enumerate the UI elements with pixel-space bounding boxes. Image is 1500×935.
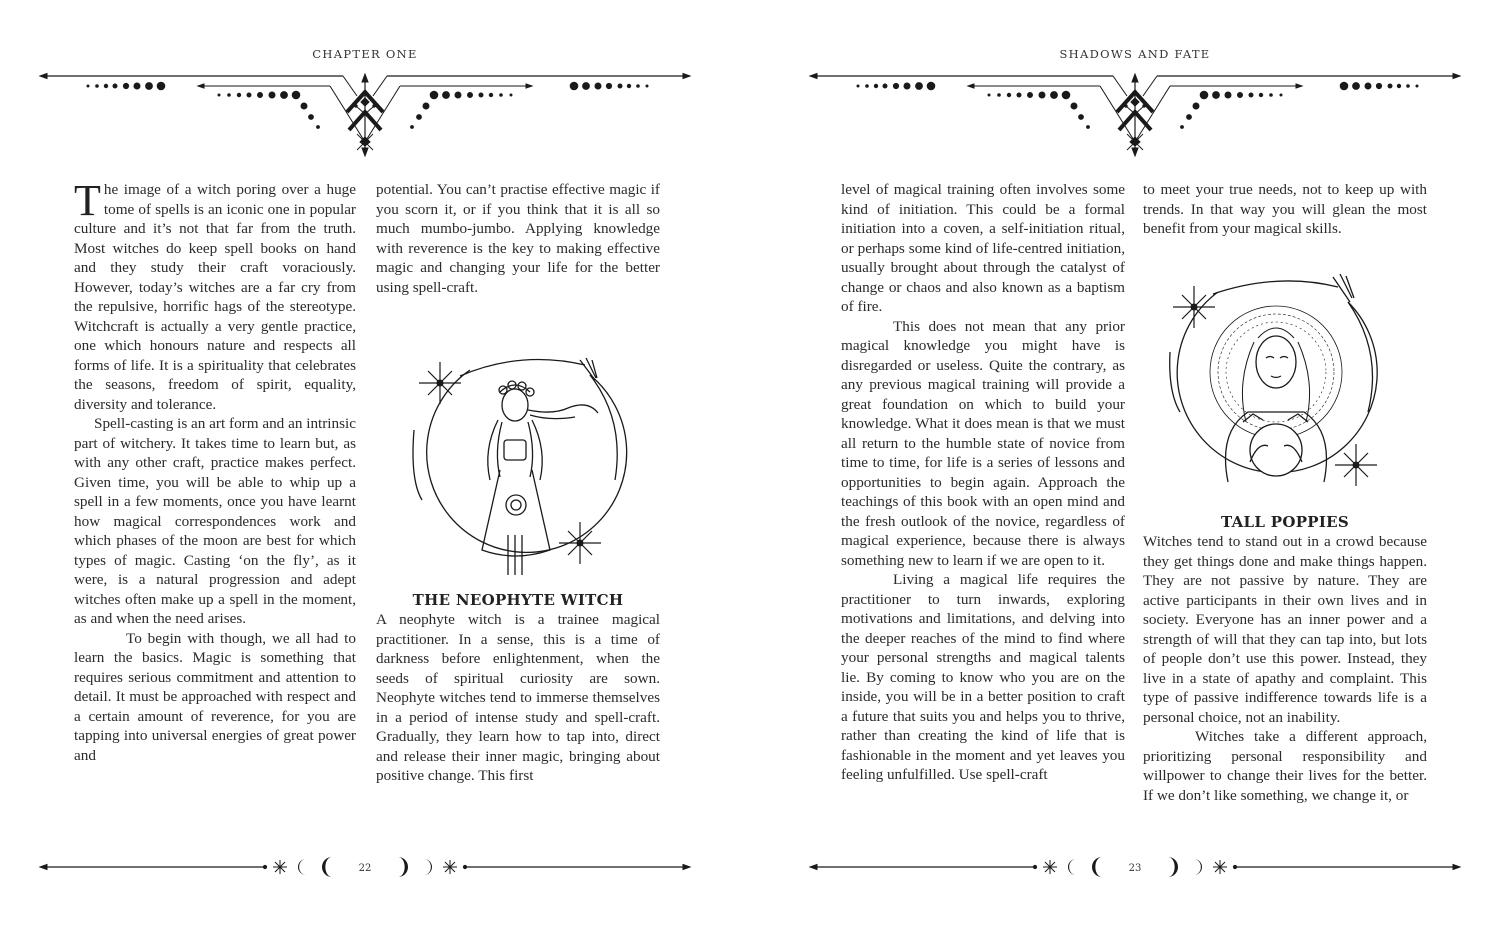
footer-ornament-icon bbox=[770, 853, 1500, 883]
running-head: SHADOWS AND FATE bbox=[1059, 47, 1211, 61]
body-paragraph: Witches tend to stand out in a crowd because they get things done and make things happen. They are not passive by nature. They are active participants in their own lives and in society. Everyone has an inner power and a strength of will that they can tap into, but lots of people don’t use this power. Instead, they live in a state of apathy and complaint. This type of passive indifference towards life is a personal choice, not an inability. bbox=[1143, 533, 1427, 726]
crystal-ball-witch-illustration bbox=[1158, 262, 1398, 502]
running-head: CHAPTER ONE bbox=[312, 47, 418, 61]
body-paragraph: To begin with though, we all had to learn the basics. Magic is something that requires serious commitment and attention to detail. It must be approached with respect and a certain amount of reverence, for you are tapping into universal energies of great power and bbox=[74, 629, 356, 764]
page-number: 23 bbox=[1128, 863, 1142, 874]
body-paragraph: This does not mean that any prior magical knowledge you might have is disregarded or useless. Quite the contrary, as any previous magical training will provide a great foundation on which to build your knowledge. What it does mean is that we must all return to the humble state of novice from time to time, for life is a series of lessons and opportunities to begin again. Approach the teachings of this book with an open mind and the fresh outlook of the novice, regardless of magical experience, because there is always something new to learn if we are open to it. bbox=[841, 317, 1125, 569]
right-page bbox=[770, 0, 1500, 935]
body-paragraph: The image of a witch poring over a huge tome of spells is an iconic one in popular culture and it’s not that far from the truth. Most witches do keep spell books on hand and they study their craft voraciously. However, today’s witches are a far cry from the repulsive, horrific hags of the stereotype. Witchcraft is actually a very gentle practice, one which honours nature and respects all forms of life. It is a spirituality that celebrates the seasons, freedom of spirit, equality, diversity and tolerance. bbox=[74, 176, 356, 413]
body-paragraph: level of magical training often involves some kind of initiation. This could be a formal initiation into a coven, a self-initiation ritual, or perhaps some kind of life-centred initiation, usually brought about through the catalyst of change or chaos and also known as a baptism of fire. bbox=[841, 181, 1125, 315]
header-ornament-icon bbox=[0, 62, 730, 157]
footer-ornament-icon bbox=[0, 853, 730, 883]
body-paragraph: potential. You can’t practise effective magic if you scorn it, or if you think that it is all so much mumbo-jumbo. Applying knowledge with reverence is the key to making effective magic and changing your life for the better using spell-craft. bbox=[376, 181, 660, 296]
text-column-right-2-lower bbox=[1143, 512, 1427, 805]
body-paragraph: Living a magical life requires the practitioner to turn inwards, exploring motivations and limitations, and delving into the deeper reaches of the mind to find where your personal strengths and magical talents lie. By coming to know who you are on the inside, you will be in a better position to craft a future that suits you and helps you to thrive, rather than creating the kind of life that is fashionable in the moment and yet leaves you feeling unfulfilled. Use spell-craft bbox=[841, 571, 1125, 783]
page-number: 22 bbox=[358, 863, 372, 874]
body-paragraph: A neophyte witch is a trainee magical practitioner. In a sense, this is a time of darkness before enlightenment, when the seeds of spiritual curiosity are sown. Neophyte witches tend to immerse themselves in a period of intense study and spell-craft. Gradually, they learn how to tap into, direct and release their inner magic, bringing about positive change. This first bbox=[376, 611, 660, 784]
text-column-left-1 bbox=[74, 176, 356, 765]
text-column-left-2 bbox=[376, 180, 660, 297]
body-paragraph: Witches take a different approach, prioritizing personal responsibility and willpower to change their lives for the better. If we don’t like something, we change it, or bbox=[1143, 728, 1427, 804]
section-heading: TALL POPPIES bbox=[1220, 513, 1350, 531]
header-ornament-icon bbox=[770, 62, 1500, 157]
text-column-left-2-lower bbox=[376, 590, 660, 786]
section-heading: THE NEOPHYTE WITCH bbox=[412, 591, 624, 609]
text-column-right-1 bbox=[841, 180, 1125, 785]
text-column-right-2 bbox=[1143, 180, 1427, 239]
body-paragraph: to meet your true needs, not to keep up with trends. In that way you will glean the most benefit from your magical skills. bbox=[1143, 181, 1427, 237]
drop-cap: T bbox=[74, 176, 101, 225]
body-paragraph: Spell-casting is an art form and an intrinsic part of witchery. It takes time to learn but, as with any other craft, practice makes perfect. Given time, you will be able to whip up a spell in a few moments, once you have learnt how magical correspondences work and which phases of the moon are best for which types of magic. Casting ‘on the fly’, as it were, is a natural progression and adept witches often make up a spell in the moment, as and when the need arises. bbox=[74, 415, 356, 627]
neophyte-witch-illustration bbox=[400, 340, 640, 580]
